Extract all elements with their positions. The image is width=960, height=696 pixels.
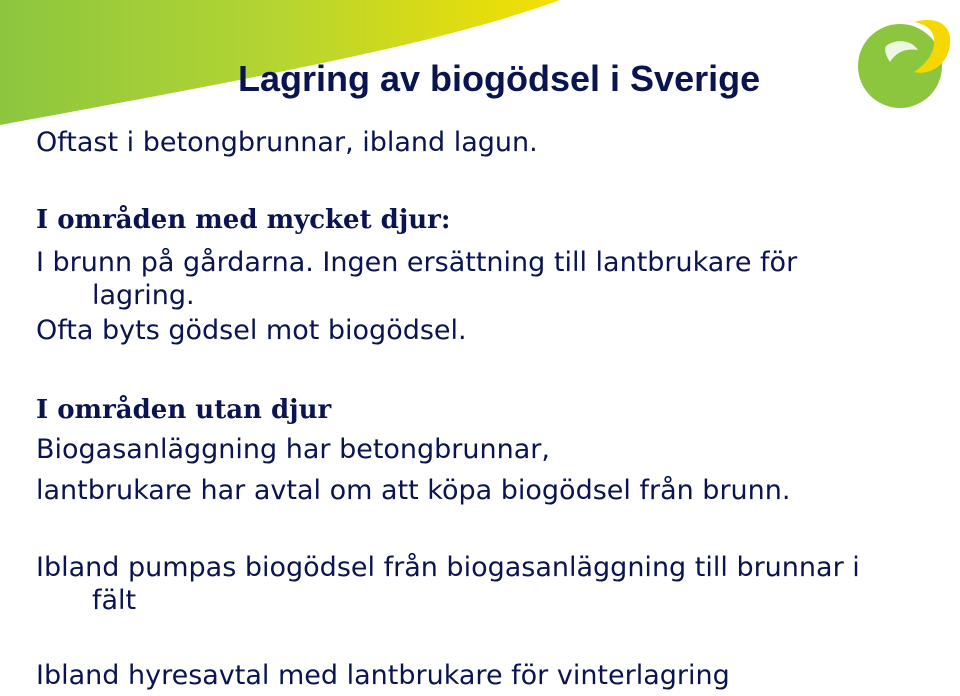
section-heading: I områden utan djur xyxy=(36,395,332,425)
section-heading: I områden med mycket djur: xyxy=(36,205,451,235)
body-line: I brunn på gårdarna. Ingen ersättning till lantbrukare för xyxy=(36,247,798,278)
body-line: Oftast i betongbrunnar, ibland lagun. xyxy=(36,127,538,158)
body-line: lantbrukare har avtal om att köpa biogödsel från brunn. xyxy=(36,475,791,506)
body-line: Ibland pumpas biogödsel från biogasanläggning till brunnar i xyxy=(36,552,860,583)
slide-title: Lagring av biogödsel i Sverige xyxy=(238,58,761,99)
hushallningssallskapet-logo xyxy=(856,10,952,110)
body-line: Biogasanläggning har betongbrunnar, xyxy=(36,434,550,465)
body-line: lagring. xyxy=(92,280,195,311)
body-line: Ofta byts gödsel mot biogödsel. xyxy=(36,315,467,346)
body-line: fält xyxy=(92,585,137,616)
body-line: Ibland hyresavtal med lantbrukare för vinterlagring xyxy=(36,660,730,691)
